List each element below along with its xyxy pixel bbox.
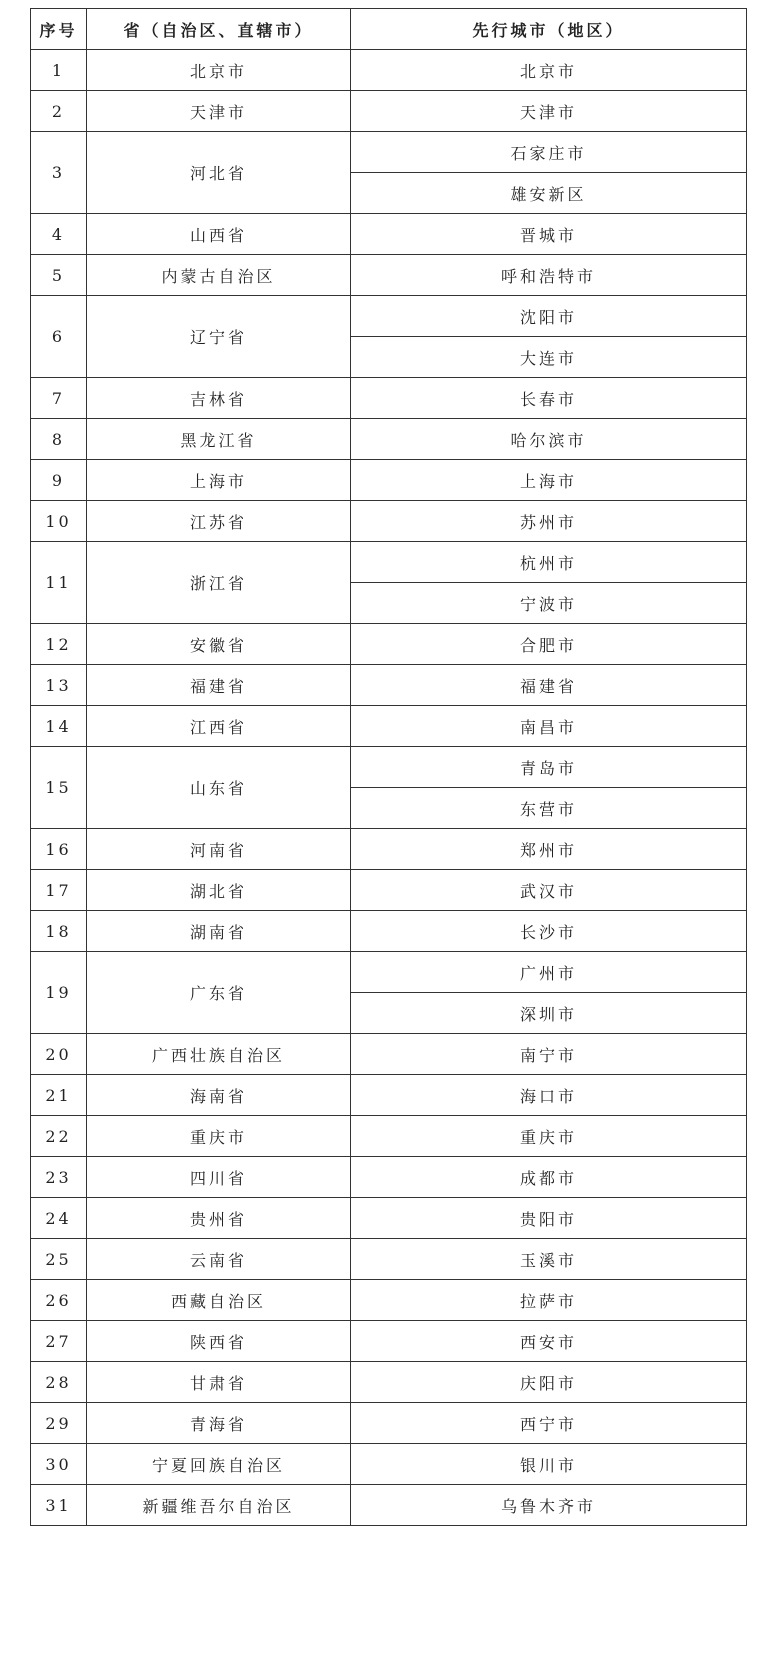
serial-number-cell: 4 xyxy=(31,214,87,255)
table-row xyxy=(31,132,747,173)
pilot-city-cell: 晋城市 xyxy=(351,214,747,255)
province-cell: 青海省 xyxy=(87,1403,351,1444)
serial-number-cell: 17 xyxy=(31,870,87,911)
pilot-city-cell: 长沙市 xyxy=(351,911,747,952)
pilot-city-cell: 沈阳市 xyxy=(351,296,747,337)
table-row xyxy=(31,214,747,255)
serial-number-cell: 20 xyxy=(31,1034,87,1075)
table-row xyxy=(31,1075,747,1116)
serial-number-cell: 10 xyxy=(31,501,87,542)
serial-number-cell: 28 xyxy=(31,1362,87,1403)
serial-number-cell: 13 xyxy=(31,665,87,706)
province-cell: 黑龙江省 xyxy=(87,419,351,460)
table-row xyxy=(31,1034,747,1075)
table-row xyxy=(31,419,747,460)
serial-number-cell: 22 xyxy=(31,1116,87,1157)
pilot-city-cell: 庆阳市 xyxy=(351,1362,747,1403)
serial-number-cell: 23 xyxy=(31,1157,87,1198)
pilot-cities-table xyxy=(30,8,747,1526)
pilot-city-cell: 呼和浩特市 xyxy=(351,255,747,296)
serial-number-cell: 12 xyxy=(31,624,87,665)
serial-number-cell: 9 xyxy=(31,460,87,501)
pilot-city-cell: 青岛市 xyxy=(351,747,747,788)
pilot-city-cell: 海口市 xyxy=(351,1075,747,1116)
province-cell: 贵州省 xyxy=(87,1198,351,1239)
province-cell: 江西省 xyxy=(87,706,351,747)
province-cell: 海南省 xyxy=(87,1075,351,1116)
province-cell: 甘肃省 xyxy=(87,1362,351,1403)
serial-number-cell: 14 xyxy=(31,706,87,747)
province-cell: 西藏自治区 xyxy=(87,1280,351,1321)
pilot-city-cell: 福建省 xyxy=(351,665,747,706)
table-row xyxy=(31,665,747,706)
table-row xyxy=(31,747,747,788)
province-cell: 陕西省 xyxy=(87,1321,351,1362)
serial-number-cell: 3 xyxy=(31,132,87,214)
pilot-city-cell: 东营市 xyxy=(351,788,747,829)
table-row xyxy=(31,255,747,296)
serial-number-cell: 31 xyxy=(31,1485,87,1526)
province-cell: 吉林省 xyxy=(87,378,351,419)
table-row xyxy=(31,1321,747,1362)
pilot-city-cell: 广州市 xyxy=(351,952,747,993)
serial-number-cell: 7 xyxy=(31,378,87,419)
pilot-city-cell: 西宁市 xyxy=(351,1403,747,1444)
pilot-city-cell: 银川市 xyxy=(351,1444,747,1485)
pilot-city-cell: 深圳市 xyxy=(351,993,747,1034)
pilot-city-cell: 武汉市 xyxy=(351,870,747,911)
province-cell: 江苏省 xyxy=(87,501,351,542)
serial-number-cell: 16 xyxy=(31,829,87,870)
province-cell: 安徽省 xyxy=(87,624,351,665)
table-row xyxy=(31,378,747,419)
table-row xyxy=(31,1485,747,1526)
province-cell: 新疆维吾尔自治区 xyxy=(87,1485,351,1526)
table-row xyxy=(31,1157,747,1198)
table-row xyxy=(31,1403,747,1444)
pilot-city-cell: 贵阳市 xyxy=(351,1198,747,1239)
serial-number-cell: 1 xyxy=(31,50,87,91)
province-cell: 内蒙古自治区 xyxy=(87,255,351,296)
serial-number-cell: 26 xyxy=(31,1280,87,1321)
header-pilot-city: 先行城市（地区） xyxy=(351,9,747,50)
serial-number-cell: 11 xyxy=(31,542,87,624)
serial-number-cell: 18 xyxy=(31,911,87,952)
serial-number-cell: 8 xyxy=(31,419,87,460)
pilot-city-cell: 雄安新区 xyxy=(351,173,747,214)
serial-number-cell: 25 xyxy=(31,1239,87,1280)
pilot-city-cell: 拉萨市 xyxy=(351,1280,747,1321)
province-cell: 四川省 xyxy=(87,1157,351,1198)
pilot-city-cell: 天津市 xyxy=(351,91,747,132)
pilot-city-cell: 苏州市 xyxy=(351,501,747,542)
table-row xyxy=(31,460,747,501)
table-row xyxy=(31,911,747,952)
pilot-city-cell: 石家庄市 xyxy=(351,132,747,173)
province-cell: 湖北省 xyxy=(87,870,351,911)
header-province: 省（自治区、直辖市） xyxy=(87,9,351,50)
serial-number-cell: 30 xyxy=(31,1444,87,1485)
province-cell: 上海市 xyxy=(87,460,351,501)
table-row xyxy=(31,542,747,583)
serial-number-cell: 19 xyxy=(31,952,87,1034)
province-cell: 广西壮族自治区 xyxy=(87,1034,351,1075)
pilot-city-cell: 重庆市 xyxy=(351,1116,747,1157)
table-row xyxy=(31,1280,747,1321)
province-cell: 山东省 xyxy=(87,747,351,829)
province-cell: 湖南省 xyxy=(87,911,351,952)
pilot-city-cell: 南昌市 xyxy=(351,706,747,747)
pilot-city-cell: 乌鲁木齐市 xyxy=(351,1485,747,1526)
province-cell: 北京市 xyxy=(87,50,351,91)
table-row xyxy=(31,91,747,132)
pilot-city-cell: 大连市 xyxy=(351,337,747,378)
serial-number-cell: 6 xyxy=(31,296,87,378)
table-row xyxy=(31,1239,747,1280)
province-cell: 山西省 xyxy=(87,214,351,255)
serial-number-cell: 2 xyxy=(31,91,87,132)
serial-number-cell: 27 xyxy=(31,1321,87,1362)
table-row xyxy=(31,50,747,91)
table-header-row xyxy=(31,9,747,50)
pilot-city-cell: 上海市 xyxy=(351,460,747,501)
header-serial-number: 序号 xyxy=(31,9,87,50)
table-row xyxy=(31,870,747,911)
table-row xyxy=(31,296,747,337)
pilot-city-cell: 长春市 xyxy=(351,378,747,419)
province-cell: 广东省 xyxy=(87,952,351,1034)
province-cell: 浙江省 xyxy=(87,542,351,624)
serial-number-cell: 15 xyxy=(31,747,87,829)
table-row xyxy=(31,1444,747,1485)
province-cell: 辽宁省 xyxy=(87,296,351,378)
table-row xyxy=(31,952,747,993)
pilot-city-cell: 北京市 xyxy=(351,50,747,91)
pilot-city-cell: 玉溪市 xyxy=(351,1239,747,1280)
pilot-city-cell: 西安市 xyxy=(351,1321,747,1362)
table-row xyxy=(31,1198,747,1239)
pilot-city-cell: 杭州市 xyxy=(351,542,747,583)
province-cell: 河北省 xyxy=(87,132,351,214)
pilot-city-cell: 哈尔滨市 xyxy=(351,419,747,460)
table-row xyxy=(31,501,747,542)
table-row xyxy=(31,624,747,665)
serial-number-cell: 24 xyxy=(31,1198,87,1239)
table-row xyxy=(31,706,747,747)
pilot-city-cell: 宁波市 xyxy=(351,583,747,624)
table-row xyxy=(31,1362,747,1403)
province-cell: 河南省 xyxy=(87,829,351,870)
serial-number-cell: 21 xyxy=(31,1075,87,1116)
province-cell: 重庆市 xyxy=(87,1116,351,1157)
pilot-city-cell: 南宁市 xyxy=(351,1034,747,1075)
pilot-city-cell: 合肥市 xyxy=(351,624,747,665)
province-cell: 天津市 xyxy=(87,91,351,132)
serial-number-cell: 5 xyxy=(31,255,87,296)
table-body xyxy=(31,50,747,1526)
pilot-city-cell: 成都市 xyxy=(351,1157,747,1198)
province-cell: 宁夏回族自治区 xyxy=(87,1444,351,1485)
table-row xyxy=(31,829,747,870)
pilot-city-cell: 郑州市 xyxy=(351,829,747,870)
table-row xyxy=(31,1116,747,1157)
province-cell: 云南省 xyxy=(87,1239,351,1280)
serial-number-cell: 29 xyxy=(31,1403,87,1444)
province-cell: 福建省 xyxy=(87,665,351,706)
